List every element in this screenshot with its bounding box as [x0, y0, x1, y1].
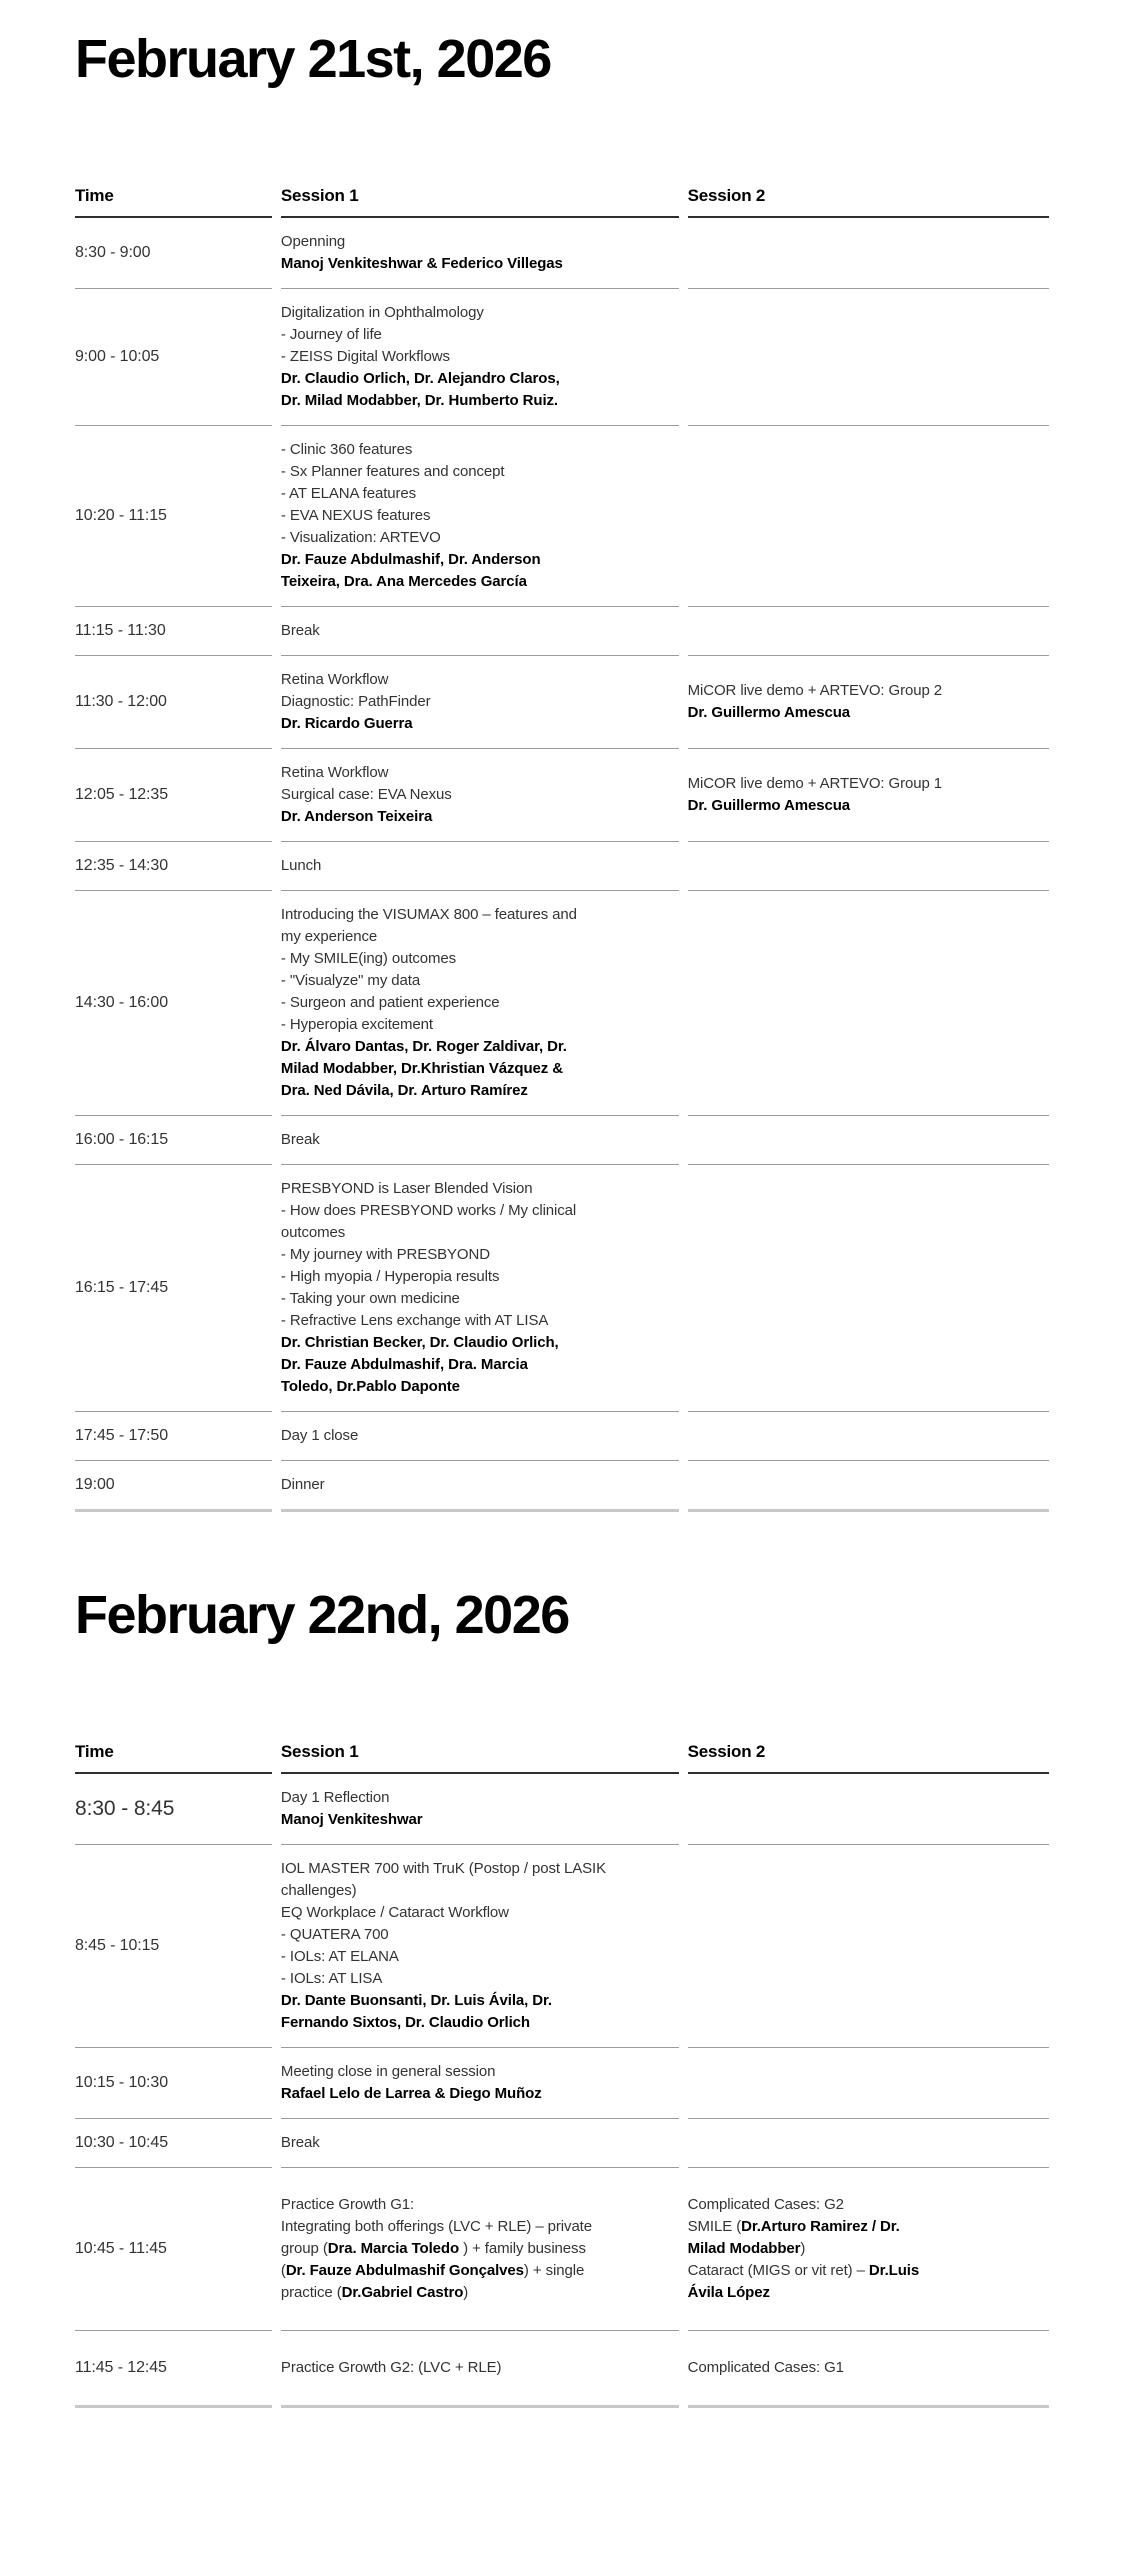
text-line: - How does PRESBYOND works / My clinical [280, 1202, 577, 1220]
text-line: Practice Growth G2: (LVC + RLE) [280, 2359, 502, 2377]
text-line: Diagnostic: PathFinder [280, 693, 431, 711]
session2-cell [688, 2168, 1049, 2331]
session1-cell [281, 891, 679, 1116]
time-cell: 10:20 - 11:15 [75, 426, 272, 607]
text-line: my experience [280, 928, 378, 946]
session2-cell [688, 426, 1049, 607]
session2-cell [688, 2331, 1049, 2408]
text-line: challenges) [280, 1882, 357, 1900]
session2-cell [688, 2048, 1049, 2119]
text-line: Openning [280, 233, 346, 251]
text-line: - IOLs: AT LISA [280, 1970, 383, 1988]
time-cell: 10:15 - 10:30 [75, 2048, 272, 2119]
text-line: - "Visualyze" my data [280, 972, 421, 990]
text-line: - My journey with PRESBYOND [280, 1246, 490, 1264]
session1-cell [281, 289, 679, 426]
text-line: MiCOR live demo + ARTEVO: Group 1 [687, 775, 943, 793]
text-line: - QUATERA 700 [280, 1926, 389, 1944]
session1-cell [281, 749, 679, 842]
session2-cell [688, 2119, 1049, 2168]
text-line: Dr. Milad Modabber, Dr. Humberto Ruiz. [280, 392, 558, 410]
text-line: Meeting close in general session [280, 2063, 496, 2081]
schedule-row [75, 1774, 1049, 1845]
column-header-time: Time [75, 1742, 272, 1774]
time-cell: 10:30 - 10:45 [75, 2119, 272, 2168]
session2-cell [688, 1165, 1049, 1412]
schedule-row [75, 656, 1049, 749]
text-line: Surgical case: EVA Nexus [280, 786, 452, 804]
schedule-row [75, 1461, 1049, 1512]
session2-cell [688, 607, 1049, 656]
session1-cell [281, 656, 679, 749]
time-cell: 16:15 - 17:45 [75, 1165, 272, 1412]
session1-cell [281, 1774, 679, 1845]
schedule-row [75, 2048, 1049, 2119]
schedule-row [75, 1845, 1049, 2048]
time-cell: 11:15 - 11:30 [75, 607, 272, 656]
text-line: Dr. Ricardo Guerra [280, 715, 413, 733]
schedule-row [75, 1412, 1049, 1461]
text-line: - Visualization: ARTEVO [280, 529, 441, 547]
text-line: Dr. Fauze Abdulmashif, Dr. Anderson [280, 551, 541, 569]
session1-cell [281, 426, 679, 607]
session2-cell [688, 656, 1049, 749]
day-section-1 [75, 28, 1049, 1512]
schedule-row [75, 2119, 1049, 2168]
schedule-row [75, 289, 1049, 426]
text-line: Introducing the VISUMAX 800 – features and [280, 906, 577, 924]
text-line: Retina Workflow [280, 764, 389, 782]
schedule-row [75, 749, 1049, 842]
column-header-session2: Session 2 [688, 186, 1049, 218]
session1-cell [281, 2048, 679, 2119]
text-line: Dr. Álvaro Dantas, Dr. Roger Zaldivar, Dr. [280, 1038, 567, 1056]
text-line: PRESBYOND is Laser Blended Vision [280, 1180, 533, 1198]
time-cell: 19:00 [75, 1461, 272, 1512]
session1-cell [281, 1116, 679, 1165]
session2-cell [688, 289, 1049, 426]
schedule-row [75, 426, 1049, 607]
text-line: Complicated Cases: G2 [687, 2196, 844, 2214]
schedule-row [75, 842, 1049, 891]
text-line: Lunch [280, 857, 322, 875]
header-row [75, 186, 1049, 218]
time-cell: 8:30 - 9:00 [75, 218, 272, 289]
schedule-document [75, 28, 1049, 2408]
text-line: - Taking your own medicine [280, 1290, 460, 1308]
text-line: Dra. Ned Dávila, Dr. Arturo Ramírez [280, 1082, 528, 1100]
text-line: Integrating both offerings (LVC + RLE) – private [280, 2218, 592, 2236]
text-line: Manoj Venkiteshwar [280, 1811, 423, 1829]
session1-cell [281, 607, 679, 656]
text-line: SMILE (Dr.Arturo Ramirez / Dr. [687, 2218, 900, 2236]
text-line: Dr. Christian Becker, Dr. Claudio Orlich, [280, 1334, 559, 1352]
session1-cell [281, 2119, 679, 2168]
text-line: Manoj Venkiteshwar & Federico Villegas [280, 255, 563, 273]
session2-cell [688, 1412, 1049, 1461]
session1-cell [281, 2331, 679, 2408]
schedule-row [75, 218, 1049, 289]
session2-cell [688, 891, 1049, 1116]
session2-cell [688, 218, 1049, 289]
text-line: Dr. Anderson Teixeira [280, 808, 433, 826]
text-line: - My SMILE(ing) outcomes [280, 950, 457, 968]
text-line: Ávila López [687, 2284, 770, 2302]
text-line: (Dr. Fauze Abdulmashif Gonçalves) + single [280, 2262, 585, 2280]
text-line: - Refractive Lens exchange with AT LISA [280, 1312, 549, 1330]
time-cell: 9:00 - 10:05 [75, 289, 272, 426]
time-cell: 16:00 - 16:15 [75, 1116, 272, 1165]
text-line: - Clinic 360 features [280, 441, 413, 459]
text-line: Day 1 Reflection [280, 1789, 390, 1807]
text-line: Dr. Guillermo Amescua [687, 704, 851, 722]
day-title: February 22nd, 2026 [75, 1585, 569, 1646]
schedule-row [75, 2168, 1049, 2331]
text-line: - AT ELANA features [280, 485, 417, 503]
text-line: EQ Workplace / Cataract Workflow [280, 1904, 509, 1922]
session1-cell [281, 218, 679, 289]
time-cell: 8:30 - 8:45 [75, 1774, 272, 1845]
text-line: practice (Dr.Gabriel Castro) [280, 2284, 469, 2302]
text-line: Teixeira, Dra. Ana Mercedes García [280, 573, 527, 591]
schedule-row [75, 607, 1049, 656]
session1-cell [281, 842, 679, 891]
column-header-session1: Session 1 [281, 1742, 679, 1774]
session2-cell [688, 1116, 1049, 1165]
time-cell: 12:35 - 14:30 [75, 842, 272, 891]
session2-cell [688, 1774, 1049, 1845]
session2-cell [688, 1461, 1049, 1512]
text-line: - EVA NEXUS features [280, 507, 431, 525]
schedule-table [66, 1742, 1058, 2408]
text-line: MiCOR live demo + ARTEVO: Group 2 [687, 682, 943, 700]
text-line: Retina Workflow [280, 671, 389, 689]
text-line: outcomes [280, 1224, 346, 1242]
text-line: Milad Modabber) [687, 2240, 806, 2258]
schedule-table [66, 186, 1058, 1512]
time-cell: 11:45 - 12:45 [75, 2331, 272, 2408]
time-cell: 8:45 - 10:15 [75, 1845, 272, 2048]
header-row [75, 1742, 1049, 1774]
text-line: Dr. Guillermo Amescua [687, 797, 851, 815]
session1-cell [281, 2168, 679, 2331]
text-line: - Sx Planner features and concept [280, 463, 505, 481]
session2-cell [688, 1845, 1049, 2048]
session1-cell [281, 1461, 679, 1512]
session1-cell [281, 1412, 679, 1461]
text-line: Dr. Fauze Abdulmashif, Dra. Marcia [280, 1356, 528, 1374]
text-line: Break [280, 1131, 320, 1149]
session2-cell [688, 842, 1049, 891]
text-line: Practice Growth G1: [280, 2196, 415, 2214]
text-line: - High myopia / Hyperopia results [280, 1268, 500, 1286]
schedule-row [75, 1165, 1049, 1412]
text-line: Break [280, 622, 320, 640]
time-cell: 11:30 - 12:00 [75, 656, 272, 749]
schedule-row [75, 2331, 1049, 2408]
text-line: Cataract (MIGS or vit ret) – Dr.Luis [687, 2262, 920, 2280]
text-line: Break [280, 2134, 320, 2152]
text-line: Milad Modabber, Dr.Khristian Vázquez & [280, 1060, 564, 1078]
day-section-2 [75, 1584, 1049, 2408]
text-line: Toledo, Dr.Pablo Daponte [280, 1378, 460, 1396]
text-line: Rafael Lelo de Larrea & Diego Muñoz [280, 2085, 542, 2103]
session1-cell [281, 1845, 679, 2048]
text-line: IOL MASTER 700 with TruK (Postop / post LASIK [280, 1860, 607, 1878]
day-title: February 21st, 2026 [75, 29, 551, 89]
text-line: - Journey of life [280, 326, 382, 344]
time-cell: 14:30 - 16:00 [75, 891, 272, 1116]
text-line: - Hyperopia excitement [280, 1016, 433, 1034]
time-cell: 10:45 - 11:45 [75, 2168, 272, 2331]
text-line: Dr. Dante Buonsanti, Dr. Luis Ávila, Dr. [280, 1992, 552, 2010]
text-line: Fernando Sixtos, Dr. Claudio Orlich [280, 2014, 530, 2032]
column-header-time: Time [75, 186, 272, 218]
session2-cell [688, 749, 1049, 842]
text-line: - ZEISS Digital Workflows [280, 348, 450, 366]
column-header-session2: Session 2 [688, 1742, 1049, 1774]
schedule-row [75, 1116, 1049, 1165]
text-line: - IOLs: AT ELANA [280, 1948, 399, 1966]
time-cell: 12:05 - 12:35 [75, 749, 272, 842]
schedule-row [75, 891, 1049, 1116]
text-line: group (Dra. Marcia Toledo ) + family business [280, 2240, 586, 2258]
session1-cell [281, 1165, 679, 1412]
column-header-session1: Session 1 [281, 186, 679, 218]
text-line: Complicated Cases: G1 [687, 2359, 844, 2377]
text-line: Dinner [280, 1476, 325, 1494]
text-line: Dr. Claudio Orlich, Dr. Alejandro Claros, [280, 370, 560, 388]
text-line: Day 1 close [280, 1427, 359, 1445]
time-cell: 17:45 - 17:50 [75, 1412, 272, 1461]
text-line: Digitalization in Ophthalmology [280, 304, 484, 322]
text-line: - Surgeon and patient experience [280, 994, 500, 1012]
